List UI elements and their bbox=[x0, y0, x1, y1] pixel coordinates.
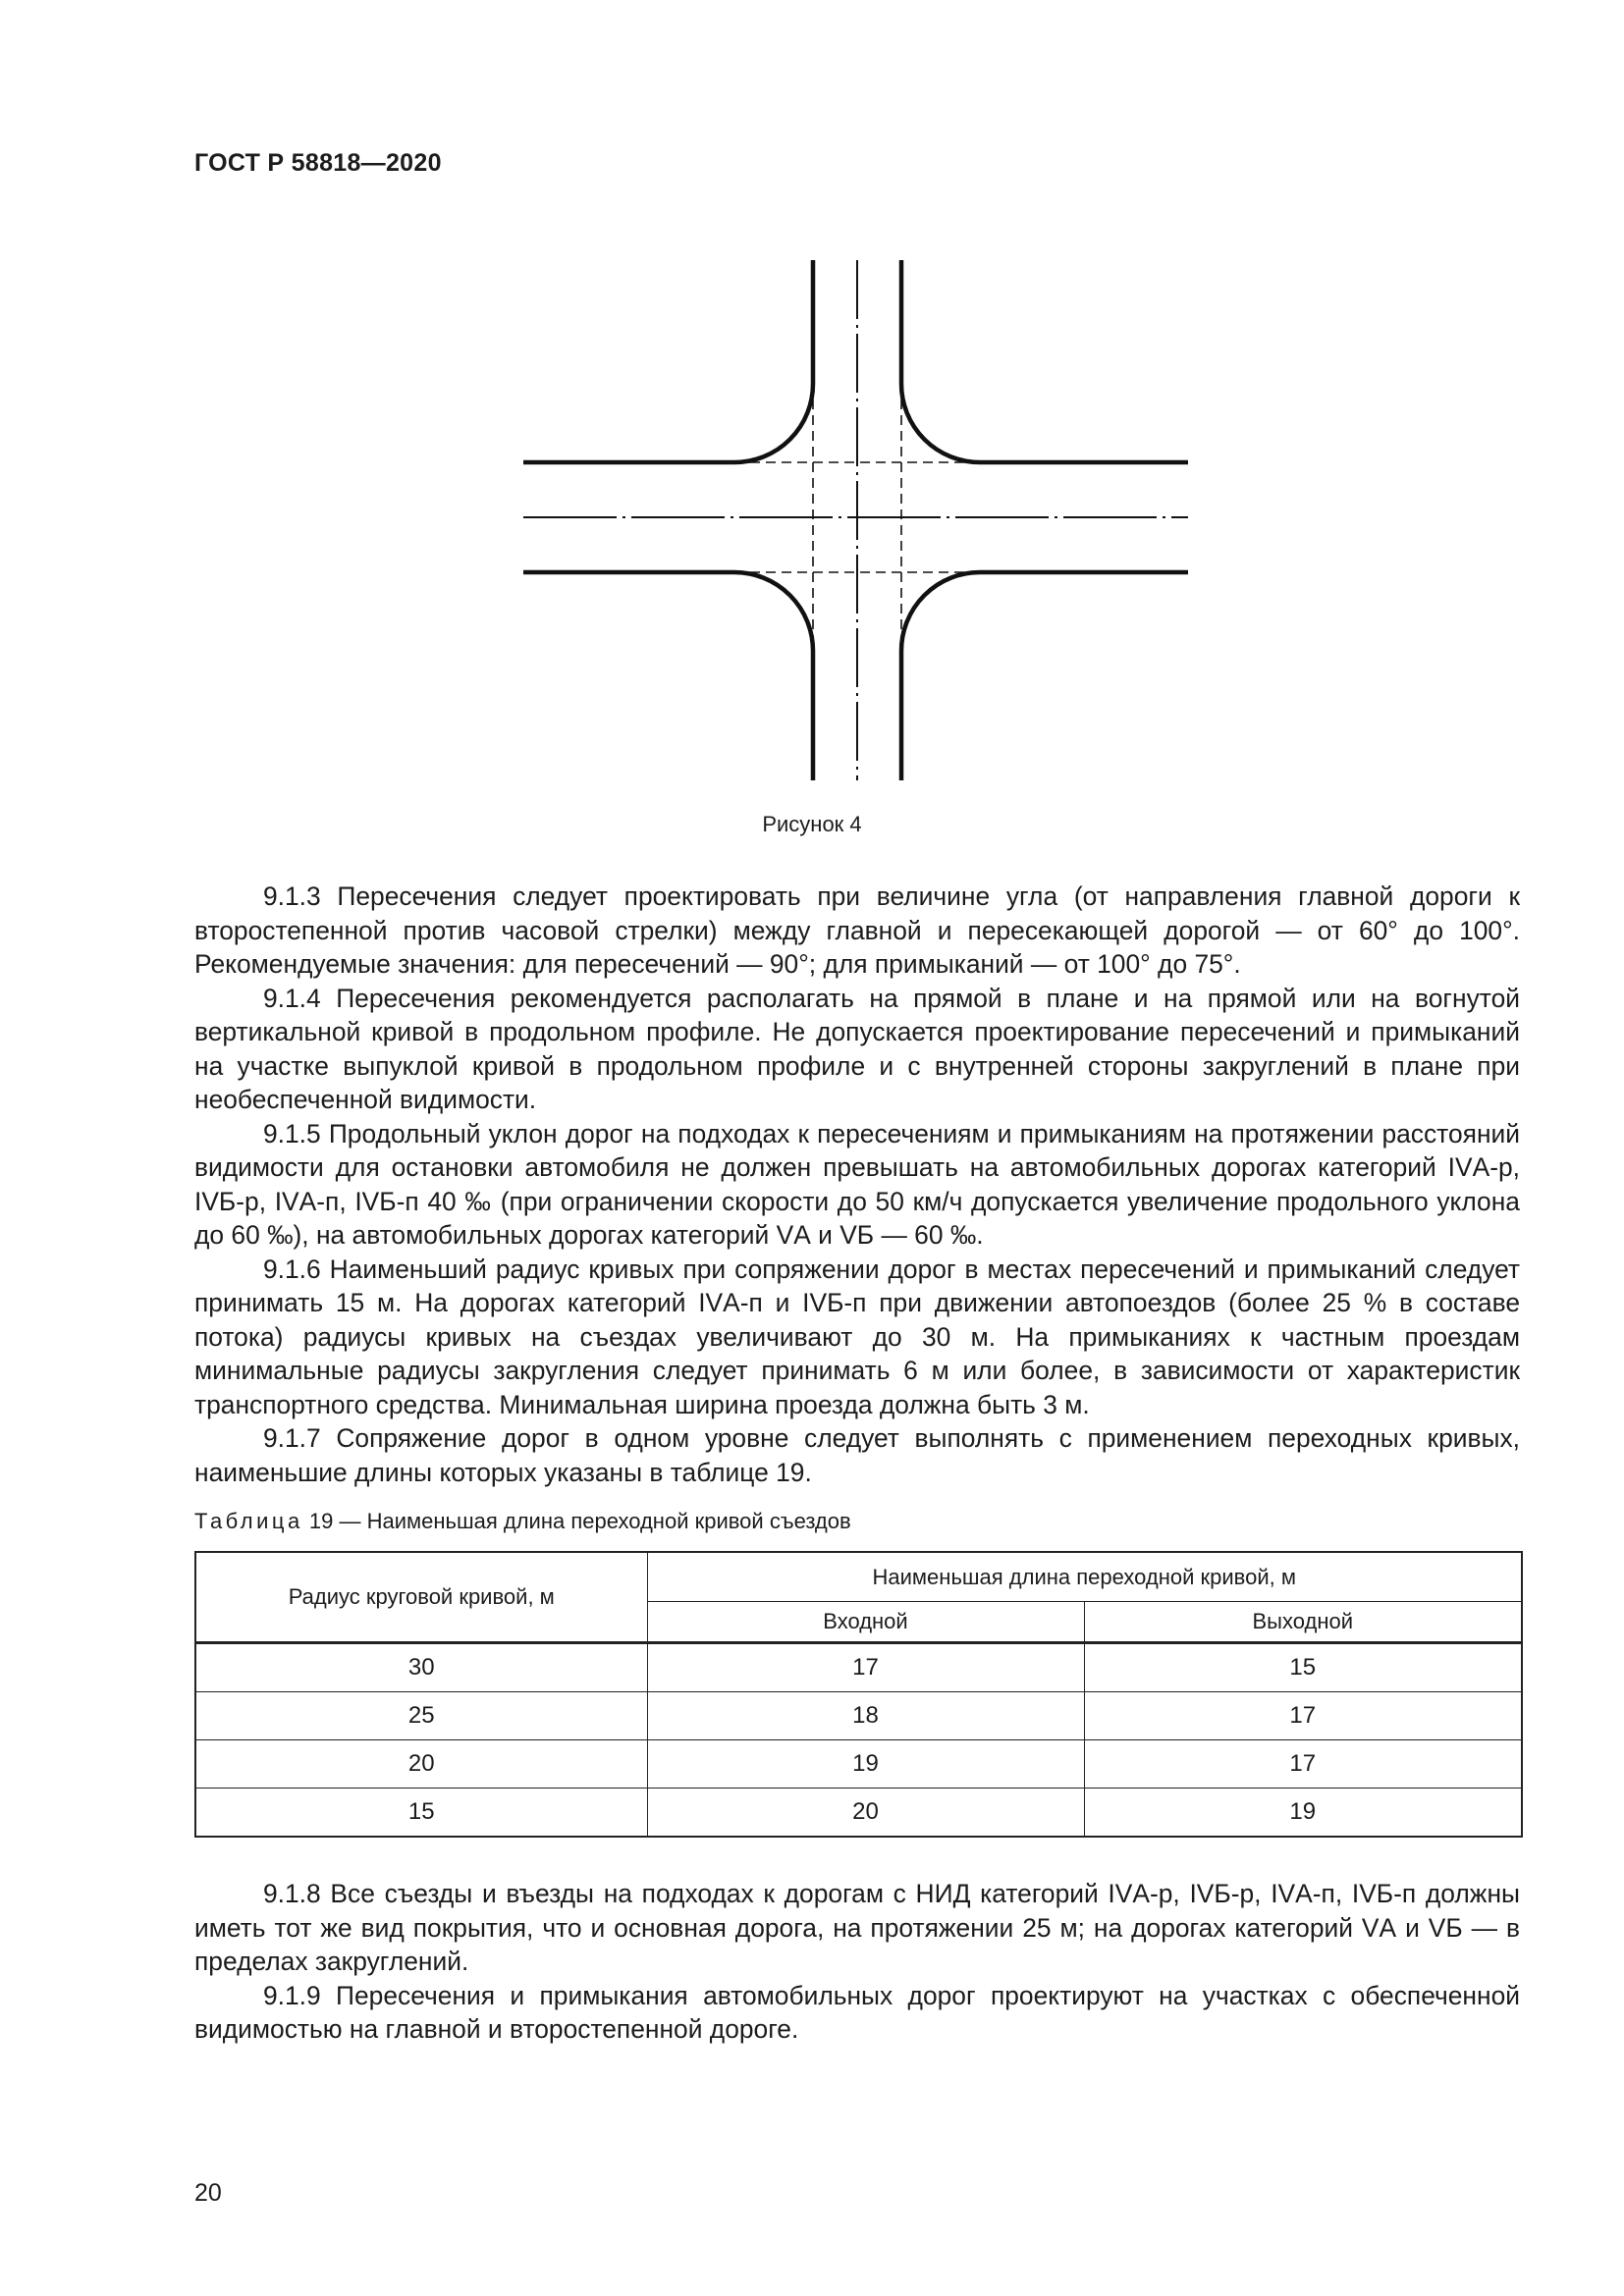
header-min-length: Наименьшая длина переходной кривой, м bbox=[647, 1552, 1522, 1602]
cell-entry: 17 bbox=[647, 1643, 1084, 1692]
paragraph: 9.1.8 Все съезды и въезды на подходах к дорогам с НИД категорий IVА-р, IVБ-р, IVА-п, IVБ-п должны иметь тот же вид покрытия, что и основная дорога, на протяжении 25 м; на дорогах категорий VА и VБ — в пределах закруглений. bbox=[194, 1879, 1520, 1976]
cell-exit: 19 bbox=[1084, 1789, 1522, 1838]
curb-top-left bbox=[523, 260, 813, 462]
cell-radius: 25 bbox=[195, 1692, 647, 1740]
paragraph: 9.1.4 Пересечения рекомендуется располагать на прямой в плане и на прямой или на вогнутой вертикальной кривой в продольном профиле. Не допускается проектирование пересечений и примыканий на участке выпуклой кривой в продольном профиле и с внутренней стороны закруглений в плане при необеспеченной видимости. bbox=[194, 983, 1520, 1114]
text-block-bottom bbox=[194, 1877, 1520, 2047]
paragraph: 9.1.9 Пересечения и примыкания автомобильных дорог проектируют на участках с обеспеченной видимостью на главной и второстепенной дороге. bbox=[194, 1980, 1520, 2044]
paragraph: 9.1.6 Наименьший радиус кривых при сопряжении дорог в местах пересечений и примыканий следует принимать 15 м. На дорогах категорий IVА-п и IVБ-п при движении автопоездов (более 25 % в составе потока) радиусы кривых на съездах увеличивают до 30 м. На примыканиях к частным проездам минимальные радиусы закругления следует принимать 6 м или более, в зависимости от характеристик транспортного средства. Минимальная ширина проезда должна быть 3 м. bbox=[194, 1254, 1520, 1419]
header-entry: Входной bbox=[647, 1602, 1084, 1643]
text-block-top bbox=[194, 880, 1520, 1489]
paragraph: 9.1.3 Пересечения следует проектировать при величине угла (от направления главной дороги к второстепенной против часовой стрелки) между главной и пересекающей дорогой — от 60° до 100°. Рекомендуемые значения: для пересечений — 90°; для примыканий — от 100° до 75°. bbox=[194, 881, 1520, 979]
transition-curve-table bbox=[194, 1551, 1523, 1838]
table-caption-prefix: Таблица bbox=[194, 1509, 303, 1533]
cell-entry: 18 bbox=[647, 1692, 1084, 1740]
cell-entry: 20 bbox=[647, 1789, 1084, 1838]
header-radius: Радиус круговой кривой, м bbox=[195, 1552, 647, 1643]
header-exit: Выходной bbox=[1084, 1602, 1522, 1643]
figure-caption: Рисунок 4 bbox=[762, 812, 862, 836]
cell-radius: 20 bbox=[195, 1740, 647, 1789]
table-caption-text: 19 — Наименьшая длина переходной кривой съездов bbox=[302, 1509, 851, 1533]
document-header: ГОСТ Р 58818—2020 bbox=[194, 149, 442, 177]
curb-bottom-left bbox=[523, 572, 813, 780]
table-row bbox=[195, 1643, 1522, 1692]
curb-bottom-right bbox=[901, 572, 1188, 780]
cell-exit: 15 bbox=[1084, 1643, 1522, 1692]
table-caption bbox=[194, 1509, 851, 1534]
cell-radius: 15 bbox=[195, 1789, 647, 1838]
cell-exit: 17 bbox=[1084, 1740, 1522, 1789]
paragraph: 9.1.5 Продольный уклон дорог на подходах к пересечениям и примыканиям на протяжении расстояний видимости для остановки автомобиля не должен превышать на автомобильных дорогах категорий IVА-р, IVБ-р, IVА-п, IVБ-п 40 ‰ (при ограничении скорости до 50 км/ч допускается увеличение продольного уклона до 60 ‰), на автомобильных дорогах категорий VА и VБ — 60 ‰. bbox=[194, 1118, 1520, 1250]
cell-exit: 17 bbox=[1084, 1692, 1522, 1740]
cell-radius: 30 bbox=[195, 1643, 647, 1692]
cell-entry: 19 bbox=[647, 1740, 1084, 1789]
table-row bbox=[195, 1789, 1522, 1838]
page-number: 20 bbox=[194, 2179, 222, 2207]
table-row bbox=[195, 1740, 1522, 1789]
table-row bbox=[195, 1692, 1522, 1740]
paragraph: 9.1.7 Сопряжение дорог в одном уровне следует выполнять с применением переходных кривых, наименьшие длины которых указаны в таблице 19. bbox=[194, 1423, 1520, 1487]
intersection-diagram bbox=[511, 253, 1198, 783]
curb-top-right bbox=[901, 260, 1188, 462]
